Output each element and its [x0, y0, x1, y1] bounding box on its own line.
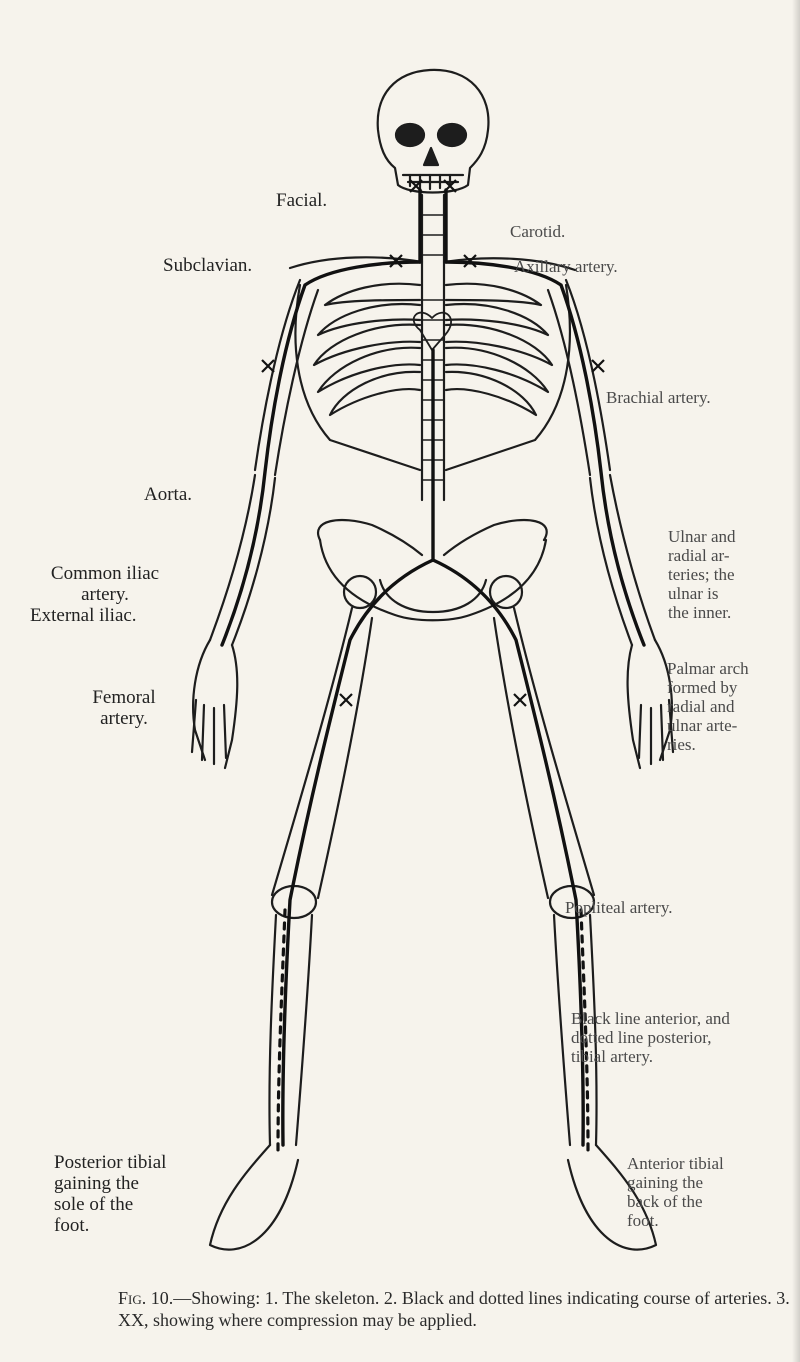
- label-subclavian: Subclavian.: [163, 255, 253, 276]
- label-popliteal-artery: Popliteal artery.: [565, 898, 673, 917]
- figure-caption: [118, 1287, 798, 1331]
- label-common-iliac-artery: Common iliac artery.: [50, 563, 160, 605]
- label-posterior-tibial: Posterior tibial gaining the sole of the foot.: [54, 1152, 167, 1236]
- label-external-iliac: External iliac.: [30, 605, 137, 626]
- left-arm: [192, 280, 318, 768]
- label-femoral-artery: Femoral artery.: [92, 687, 156, 729]
- label-carotid: Carotid.: [510, 222, 566, 241]
- label-facial: Facial.: [276, 190, 328, 211]
- legs: [210, 608, 656, 1250]
- label-brachial-artery: Brachial artery.: [606, 388, 711, 407]
- label-tibial-artery-key: Black line anterior, and dotted line posterior, tibial artery.: [571, 1009, 730, 1066]
- scan-edge-shadow: [792, 0, 800, 1362]
- label-axillary-artery: Axillary artery.: [514, 257, 618, 276]
- label-ulnar-and-radial-arteries: Ulnar and radial ar- teries; the ulnar is the inner.: [668, 527, 736, 622]
- artery-lines: [222, 190, 644, 1145]
- right-arm: [548, 280, 673, 768]
- figure-number: Fig. 10.: [118, 1288, 174, 1308]
- posterior-artery-dotted-lines: [278, 910, 588, 1150]
- skull: [378, 70, 489, 193]
- label-anterior-tibial: Anterior tibial gaining the back of the foot.: [627, 1154, 724, 1230]
- label-palmar-arch: Palmar arch formed by radial and ulnar arte- ries.: [667, 659, 749, 754]
- label-aorta: Aorta.: [144, 484, 193, 505]
- caption-text: —Showing: 1. The skeleton. 2. Black and dotted lines indicating course of arteries. 3. XX, showing where compression may be applied.: [118, 1288, 790, 1330]
